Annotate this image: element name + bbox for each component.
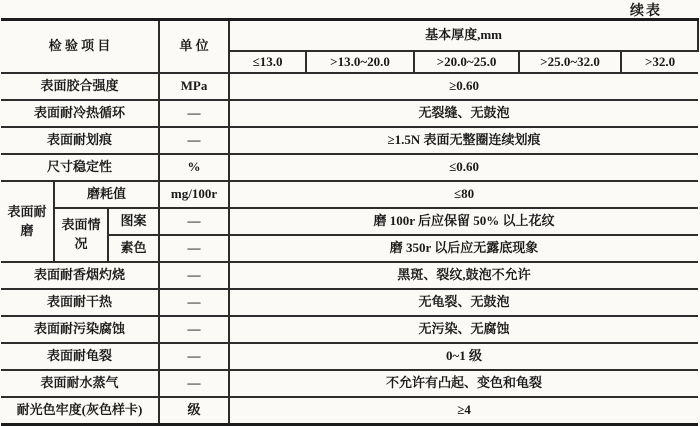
header-thickness-col: >13.0~20.0 [306,51,414,73]
table-row [1,343,698,370]
table-row [1,370,698,397]
header-item-col: 检 验 项 目 [1,20,159,74]
header-thickness-col: ≤13.0 [229,51,306,73]
item-cell: 素色 [108,235,159,262]
value-cell: ≥1.5N 表面无整圈连续划痕 [229,127,698,154]
unit-cell: — [159,343,229,370]
table-row [1,289,698,316]
item-cell: 表面耐香烟灼烧 [1,262,159,289]
value-cell: 无裂缝、无鼓泡 [229,100,698,127]
item-cell: 表面耐干热 [1,289,159,316]
unit-cell: mg/100r [159,181,229,208]
header-unit-col: 单 位 [159,20,229,74]
value-cell: ≥4 [229,397,698,425]
item-cell: 尺寸稳定性 [1,154,159,181]
unit-cell: — [159,127,229,154]
value-cell: 磨 100r 后应保留 50% 以上花纹 [229,208,698,235]
item-cell: 表面耐龟裂 [1,343,159,370]
wear-group-cell: 表面耐磨 [1,181,54,262]
unit-cell: — [159,100,229,127]
item-cell: 表面耐划痕 [1,127,159,154]
unit-cell: — [159,289,229,316]
header-thickness-group: 基本厚度,mm [229,20,698,52]
unit-cell: — [159,208,229,235]
table-row [1,100,698,127]
item-cell: 耐光色牢度(灰色样卡) [1,397,159,425]
table-row [1,262,698,289]
item-cell: 表面胶合强度 [1,73,159,100]
continued-table-label: 续表 [630,4,662,19]
value-cell: 无污染、无腐蚀 [229,316,698,343]
table-row [1,181,698,208]
value-cell: ≤0.60 [229,154,698,181]
wear-subgroup-cell: 表面情况 [54,208,108,262]
header-thickness-col: >25.0~32.0 [519,51,621,73]
value-cell: 黑斑、裂纹,鼓泡不允许 [229,262,698,289]
unit-cell: — [159,235,229,262]
item-cell: 表面耐污染腐蚀 [1,316,159,343]
value-cell: ≥0.60 [229,73,698,100]
table-row [1,208,698,235]
unit-cell: 级 [159,397,229,425]
table-row [1,73,698,100]
unit-cell: MPa [159,73,229,100]
item-cell: 磨耗值 [54,181,159,208]
header-row-1 [1,20,698,52]
unit-cell: — [159,370,229,397]
spec-table [1,18,699,426]
table-row [1,397,698,425]
item-cell: 表面耐水蒸气 [1,370,159,397]
item-cell: 表面耐冷热循环 [1,100,159,127]
unit-cell: — [159,262,229,289]
table-row [1,154,698,181]
unit-cell: — [159,316,229,343]
value-cell: 不允许有凸起、变色和龟裂 [229,370,698,397]
value-cell: 磨 350r 以后应无露底现象 [229,235,698,262]
table-row [1,316,698,343]
header-thickness-col: >32.0 [621,51,698,73]
value-cell: 无龟裂、无鼓泡 [229,289,698,316]
item-cell: 图案 [108,208,159,235]
unit-cell: % [159,154,229,181]
header-thickness-col: >20.0~25.0 [414,51,519,73]
table-row [1,127,698,154]
value-cell: 0~1 级 [229,343,698,370]
value-cell: ≤80 [229,181,698,208]
